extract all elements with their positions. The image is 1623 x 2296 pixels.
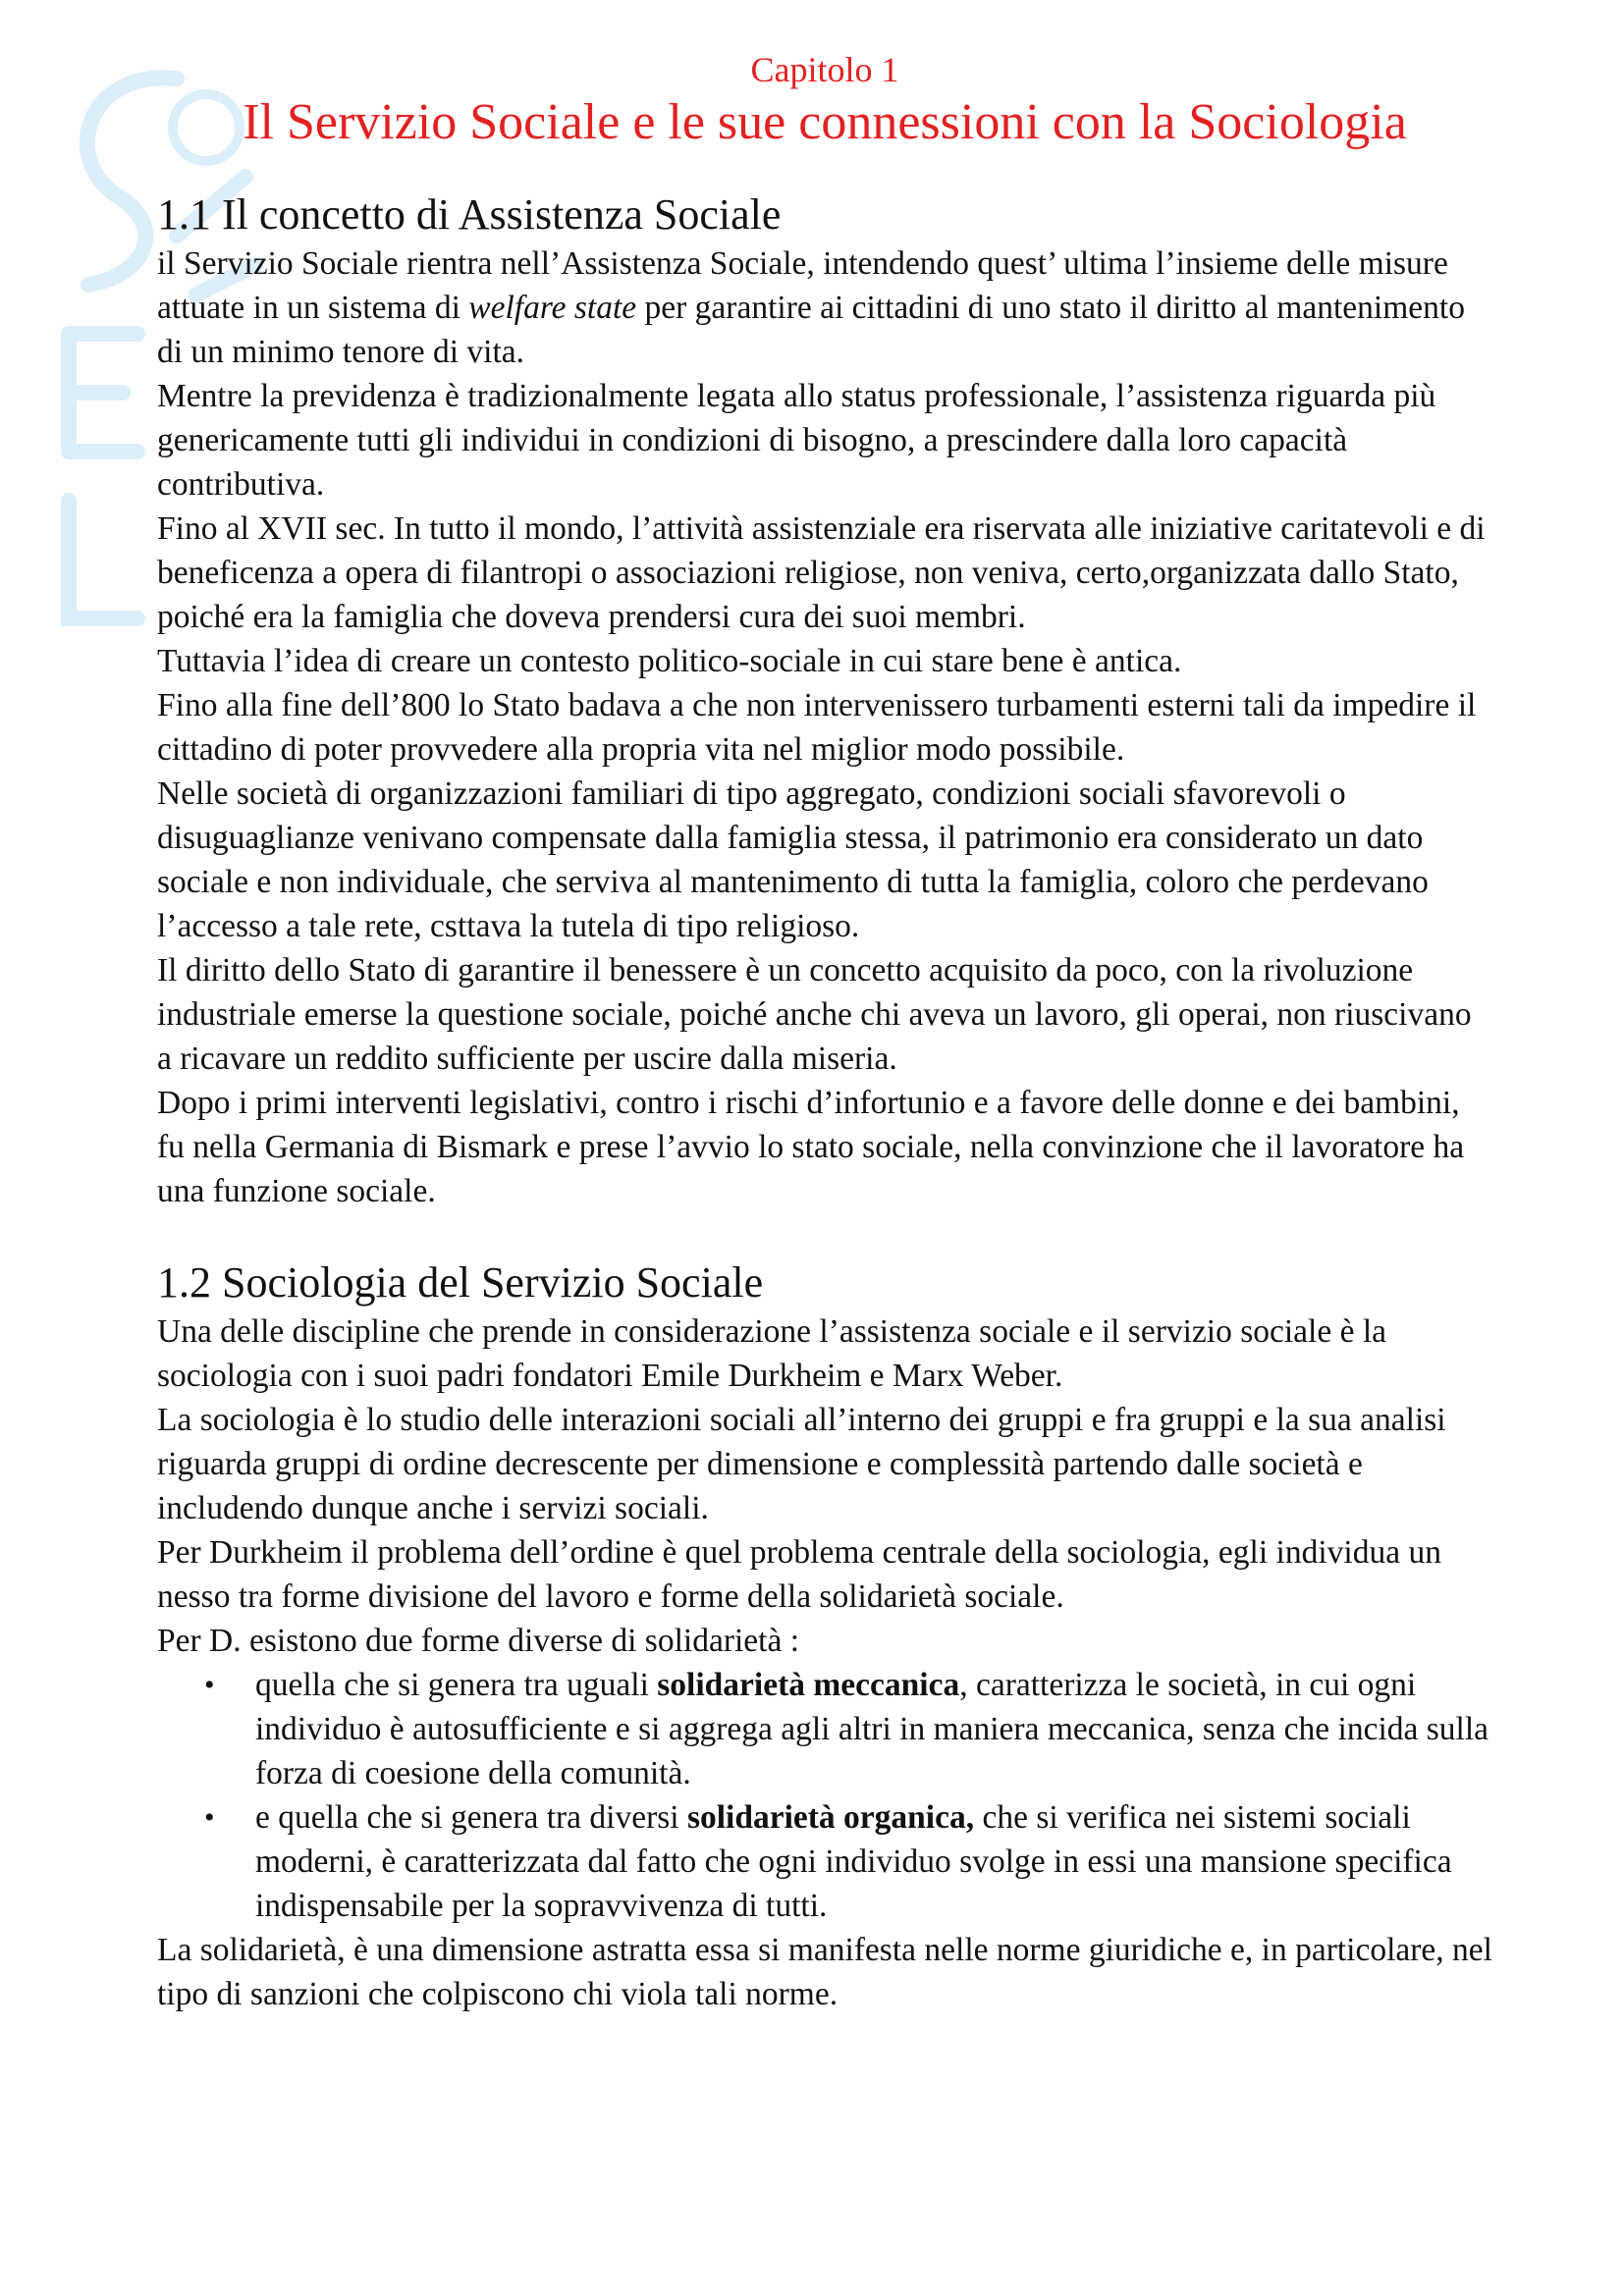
paragraph: Tuttavia l’idea di creare un contesto politico-sociale in cui stare bene è antica. [157, 643, 1182, 679]
chapter-title: Il Servizio Sociale e le sue connessioni con la Sociologia [243, 94, 1407, 150]
bold-term: solidarietà organica, [686, 1799, 975, 1836]
page-content [157, 47, 1492, 2016]
paragraph: Mentre la previdenza è tradizionalmente legata allo status professionale, l’assistenza riguarda più genericamente tutti gli individui in condizioni di bisogno, a prescindere dalla loro capacità contributiva. [157, 378, 1436, 503]
paragraph: Una delle discipline che prende in considerazione l’assistenza sociale e il servizio sociale è la sociologia con i suoi padri fondatori Emile Durkheim e Marx Weber. [157, 1313, 1387, 1394]
list-item-text: quella che si genera tra uguali [255, 1667, 658, 1703]
paragraph: Il diritto dello Stato di garantire il benessere è un concetto acquisito da poco, con la rivoluzione industriale emerse la questione sociale, poiché anche chi aveva un lavoro, gli operai, non riuscivano a ricavare un reddito sufficiente per uscire dalla miseria. [157, 952, 1472, 1077]
section-body-1-2 [157, 1309, 1492, 2016]
bullet-icon: • [204, 1801, 215, 1834]
section-body-1-1 [157, 241, 1492, 1213]
section-heading-1-2: 1.2 Sociologia del Servizio Sociale [157, 1258, 764, 1307]
paragraph: Per D. esistono due forme diverse di solidarietà : [157, 1623, 800, 1659]
paragraph: La sociologia è lo studio delle interazioni sociali all’interno dei gruppi e fra gruppi e la sua analisi riguarda gruppi di ordine decrescente per dimensione e complessità partendo dalle società e includendo dunque anche i servizi sociali. [157, 1402, 1446, 1526]
paragraph: Nelle società di organizzazioni familiari di tipo aggregato, condizioni sociali sfavorevoli o disuguaglianze venivano compensate dalla famiglia stessa, il patrimonio era considerato un dato sociale e non individuale, che serviva al mantenimento di tutta la famiglia, coloro che perdevano l’accesso a tale rete, csttava la tutela di tipo religioso. [157, 775, 1429, 944]
bullet-list [157, 1663, 1492, 1928]
list-item-text: e quella che si genera tra diversi [255, 1799, 687, 1836]
list-item-text: che si verifica nei sistemi sociali moderni, è caratterizzata dal fatto che ogni individuo svolge in essi una mansione specifica indispensabile per la sopravvivenza di tutti. [255, 1799, 1452, 1924]
paragraph-text: per garantire ai cittadini di uno stato il diritto al mantenimento di un minimo tenore di vita. [157, 290, 1465, 370]
paragraph-text: il Servizio Sociale rientra nell’Assistenza Sociale, intendendo quest’ ultima l’insieme delle misure attuate in un sistema di [157, 245, 1448, 326]
italic-term: welfare state [468, 290, 637, 326]
paragraph: Dopo i primi interventi legislativi, contro i rischi d’infortunio e a favore delle donne e dei bambini, fu nella Germania di Bismark e prese l’avvio lo stato sociale, nella convinzione che il lavoratore ha una funzione sociale. [157, 1085, 1465, 1209]
paragraph: Fino al XVII sec. In tutto il mondo, l’attività assistenziale era riservata alle iniziative caritatevoli e di beneficenza a opera di filantropi o associazioni religiose, non veniva, certo,organizzata dallo Stato, poiché era la famiglia che doveva prendersi cura dei suoi membri. [157, 510, 1486, 635]
list-item [157, 1663, 1492, 1795]
list-item [157, 1795, 1492, 1928]
list-item-text: , caratterizza le società, in cui ogni individuo è autosufficiente e si aggrega agli altri in maniera meccanica, senza che incida sulla forza di coesione della comunità. [255, 1667, 1489, 1791]
paragraph: Fino alla fine dell’800 lo Stato badava a che non intervenissero turbamenti esterni tali da impedire il cittadino di poter provvedere alla propria vita nel miglior modo possibile. [157, 687, 1477, 768]
chapter-label: Capitolo 1 [750, 50, 899, 89]
paragraph [157, 241, 1492, 374]
paragraph: Per Durkheim il problema dell’ordine è quel problema centrale della sociologia, egli individua un nesso tra forme divisione del lavoro e forme della solidarietà sociale. [157, 1534, 1441, 1615]
bullet-icon: • [204, 1669, 215, 1701]
section-heading-1-1: 1.1 Il concetto di Assistenza Sociale [157, 190, 782, 239]
paragraph: La solidarietà, è una dimensione astratta essa si manifesta nelle norme giuridiche e, in particolare, nel tipo di sanzioni che colpiscono chi viola tali norme. [157, 1932, 1492, 2012]
bold-term: solidarietà meccanica [657, 1667, 960, 1703]
